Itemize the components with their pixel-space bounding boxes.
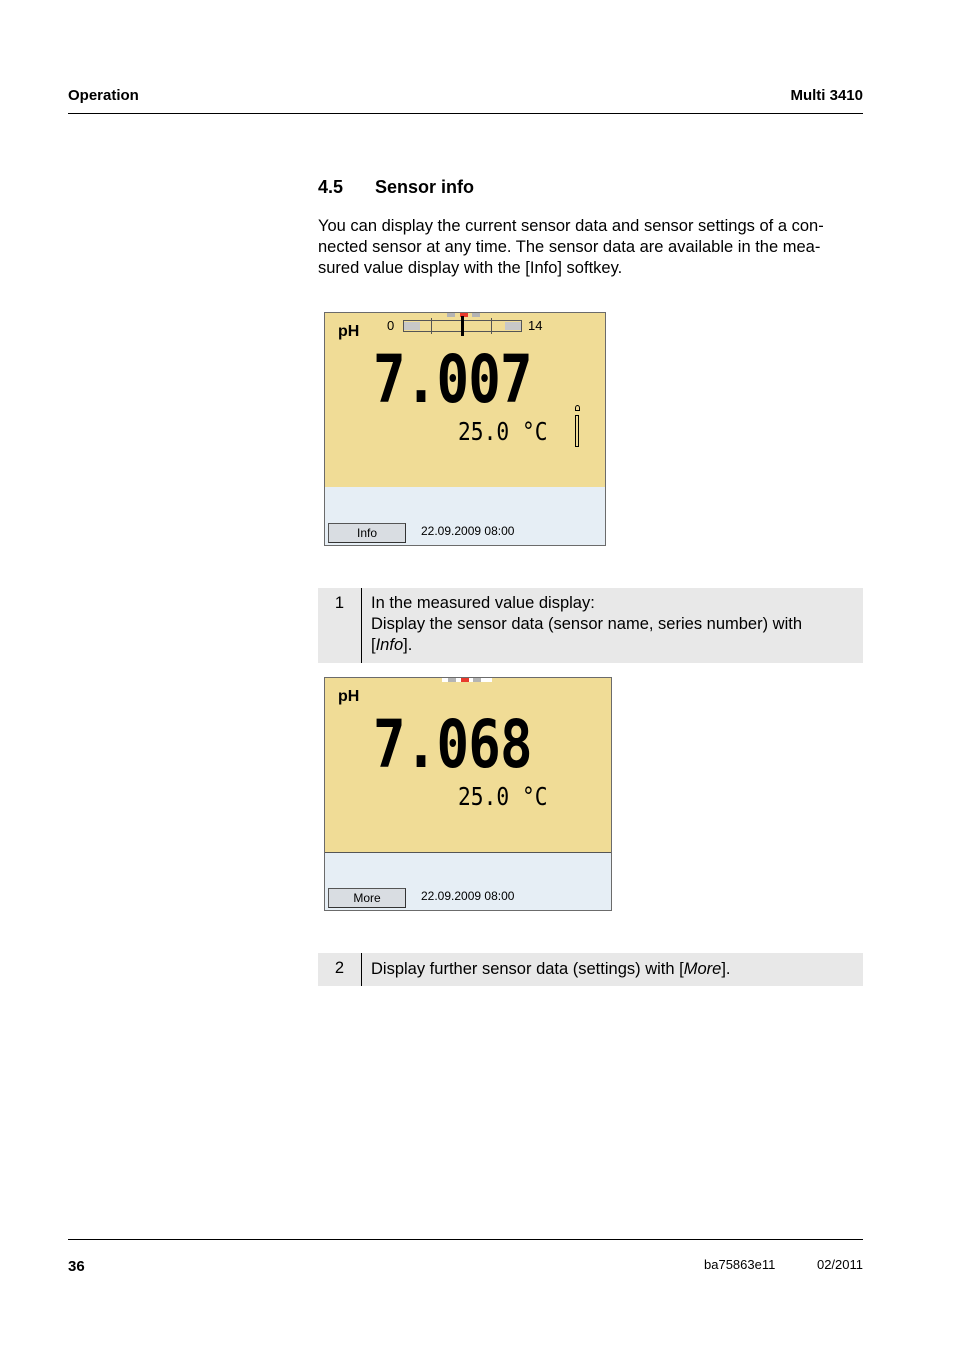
scale-min-label: 0 — [387, 318, 395, 333]
temperature-value: 25.0 °C — [458, 417, 548, 446]
header-right: Multi 3410 — [790, 87, 863, 104]
datetime-label: 22.09.2009 08:00 — [421, 889, 515, 903]
indicator-gray-icon — [447, 313, 455, 317]
scale-pointer-icon — [461, 316, 464, 336]
step-row — [318, 953, 863, 986]
document-code: ba75863e11 — [704, 1257, 776, 1272]
meter-display-screen-2 — [324, 677, 612, 911]
datetime-label: 22.09.2009 08:00 — [421, 524, 515, 538]
step-line: Display the sensor data (sensor name, series number) with — [371, 615, 803, 633]
intro-line: You can display the current sensor data and sensor settings of a con- — [318, 217, 824, 235]
scale-max-label: 14 — [528, 318, 543, 333]
parameter-label: pH — [338, 688, 360, 705]
indicator-gray-icon — [473, 678, 481, 682]
step-text: Display further sensor data (settings) with [More]. — [371, 960, 731, 978]
more-softkey-button[interactable]: More — [328, 888, 406, 908]
meter-display-screen-1 — [324, 312, 606, 546]
page-number: 36 — [68, 1258, 85, 1275]
document-date: 02/2011 — [816, 1257, 863, 1272]
softkey-reference: More — [683, 960, 722, 978]
header-left: Operation — [68, 87, 139, 104]
measured-value: 7.007 — [373, 341, 532, 418]
measured-value: 7.068 — [373, 706, 532, 783]
step-number: 2 — [334, 959, 345, 977]
section-title: Sensor info — [375, 177, 475, 197]
intro-paragraph — [318, 216, 863, 279]
step-line: [Info]. — [371, 636, 413, 654]
step-divider — [361, 588, 362, 663]
indicator-gray-icon — [472, 313, 480, 317]
indicator-gray-icon — [448, 678, 456, 682]
temperature-value: 25.0 °C — [458, 782, 548, 811]
parameter-label: pH — [338, 323, 360, 340]
softkey-reference: Info — [375, 636, 404, 654]
indicator-red-icon — [461, 678, 469, 682]
intro-line: nected sensor at any time. The sensor data are available in the mea- — [318, 238, 821, 256]
electrode-icon — [575, 405, 580, 447]
section-number: 4.5 — [318, 177, 344, 197]
step-row — [318, 588, 863, 663]
footer-rule — [68, 1239, 863, 1240]
step-divider — [361, 953, 362, 986]
step-number: 1 — [334, 594, 345, 612]
header-rule — [68, 113, 863, 114]
step-line: In the measured value display: — [371, 594, 595, 612]
intro-line: sured value display with the [Info] softkey. — [318, 259, 623, 277]
info-softkey-button[interactable]: Info — [328, 523, 406, 543]
step-text — [371, 593, 802, 656]
